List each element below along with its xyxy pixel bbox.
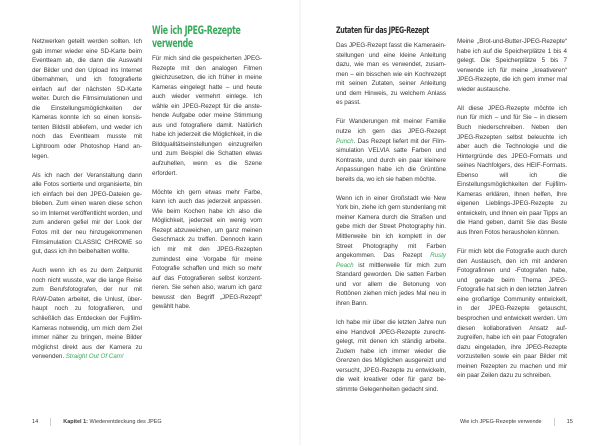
left-page-column-2: [152, 24, 262, 321]
right-page-column-2: [457, 37, 567, 390]
paragraph: Für mich sind die gespeicherten JPEG-Rezepte mit den analogen Filmen gleichzusetzen, die ich früher in meine Kameras eingelegt hatte – und heute auch wieder vermehrt einlege. Ich wähle ein JPEG-Rezept für die anstehende Aufgabe oder meine Stimmung aus und fotografiere damit. Natürlich habe ich jederzeit die Möglichkeit, in die Bildqualitätseinstellungen einzugreifen und zum Beispiel die Schatten etwas aufzuhellen, wenn es die Szene erfordert.: [152, 55, 262, 177]
paragraph: [336, 117, 446, 184]
paragraph-text: Für Wanderungen mit meiner Familie nutze ich gern das JPEG-Rezept: [336, 118, 446, 135]
paragraph: [336, 194, 446, 309]
paragraph-text: Wenn ich in einer Großstadt wie New York bin, ziehe ich gern stundenlang mit meiner Kamera durch die Straßen und gebe mich der Street Photography hin. Mittlerweile bin ich komplett in der Street Photography mit Farben angekommen. Das Rezept: [336, 194, 446, 260]
paragraph: [32, 266, 142, 361]
section-title: Wie ich JPEG-Rezepte verwende: [460, 419, 542, 425]
right-page: [300, 0, 600, 445]
left-page-column-1: [32, 37, 142, 371]
footer-divider: [554, 418, 555, 426]
subsection-heading: Zutaten für das JPEG-Rezept: [336, 26, 430, 36]
chapter-title: Wiederentdeckung des JPEG: [88, 419, 162, 425]
right-page-column-1: [336, 26, 446, 404]
paragraph-text: ist mittlerweile für mich zum Standard geworden. Die satten Farben und vor allem die Betonung von Rottönen ziehen mich jedes Mal neu in ihren Bann.: [336, 261, 446, 307]
page-number: 14: [32, 419, 39, 425]
footer-divider: [50, 418, 51, 426]
paragraph-text: Auch wenn ich es zu dem Zeitpunkt noch nicht wusste, war die lange Reise zum Berufsfotografen, der nur mit RAW-Daten arbeitet, die Unlust, überhaupt noch zu fotografieren, und schließlich das Entdecken der Fujifilm-Kameras notwendig, um mich dem Ziel immer näher zu bringen, meine Bilder möglichst direkt aus der Kamera zu verwenden.: [32, 267, 142, 361]
left-page-footer: [32, 418, 162, 426]
recipe-name-punch: Punch: [336, 137, 354, 145]
paragraph: Möchte ich gern etwas mehr Farbe, kann ich auch das jederzeit anpassen. Wie beim Kochen habe ich also die Möglichkeit, jederzeit ein wenig vom Rezept abzuweichen, um ganz meinen Geschmack zu treffen. Dennoch kann ich mir mit den JPEG-Rezepten zumindest eine Vorgabe für meine Fotografie schaffen und mich so mehr auf das Fotografieren selbst konzentrieren. Sie sehen also, warum ich ganz bewusst den Begriff „JPEG-Rezept“ gewählt habe.: [152, 188, 262, 311]
paragraph: All diese JPEG-Rezepte möchte ich nun für mich – und für Sie – in diesem Buch niederschreiben. Neben den JPEG-Rezepten selbst beleuchte ich aber auch die Technologie und die Hintergründe des JPEG-Formats und seines Nachfolgers, des HEIF-Formats. Ebenso will ich die Einstellungsmöglichkeiten der Fujifilm-Kameras erklären, Ihnen helfen, Ihre eigenen Lieblings-JPEG-Rezepte zu entwickeln, und Ihnen ein paar Tipps an die Hand geben, damit Sie das Beste aus Ihren Fotos herausholen können.: [457, 104, 567, 236]
paragraph: Netzwerken geteilt werden sollten. Ich gab immer wieder eine SD-Karte beim Eventteam ab, die dann die Auswahl der Bilder und den Upload ins Internet übernahmen, und ich fotografierte einfach auf der nächsten SD-Karte weiter. Durch die Filmsimulationen und die Einstellungsmöglichkeiten der Kameras konnte ich so einen konsistenten Bildstil abliefern, und weder ich noch das Eventteam musste mit Lightroom oder Photoshop Hand anlegen.: [32, 38, 142, 160]
paragraph: Das JPEG-Rezept fasst die Kameraeinstellungen und eine kleine Anleitung dazu, wie man es verwendet, zusammen – ein bisschen wie ein Kochrezept mit seinen Zutaten, seiner Anleitung und dem Hinweis, zu welchem Anlass es passt.: [336, 42, 446, 107]
paragraph: Ich habe mir über die letzten Jahre nun eine Handvoll JPEG-Rezepte zurechtgelegt, mit denen ich ständig arbeite. Zudem habe ich immer wieder die Grenzen des Möglichen ausgereizt und versucht, JPEG-Rezepte zu entwickeln, die weit kreativer oder für ganz bestimmte Gelegenheiten gedacht sind.: [336, 319, 446, 393]
paragraph-text: . Das Rezept liefert mit der Filmsimulation VELVIA satte Farben und Kontraste, und durch ein paar kleinere Anpassungen habe ich die Grüntöne bereits da, wo ich sie haben möchte.: [336, 137, 446, 183]
right-page-footer: [460, 418, 573, 426]
recipe-name-rusty-peach: Rusty Peach: [336, 252, 446, 269]
paragraph: Als ich nach der Veranstaltung dann alle Fotos sortierte und organisierte, bin ich einfach bei den JPEG-Dateien geblieben. Zum einen waren diese schon so im Internet veröffentlicht worden, und zum anderen gefiel mir der Look der Fotos mit der neu hinzugekommenen Filmsimulation CLASSIC CHROME so gut, dass ich ihn beibehalten wollte.: [32, 171, 142, 256]
paragraph: Meine „Brot-und-Butter-JPEG-Rezepte“ habe ich auf die Speicherplätze 1 bis 4 gelegt. Die Speicherplätze 5 bis 7 verwende ich für meine „kreativeren“ JPEG-Rezepte, die ich gern immer mal wieder austausche.: [457, 38, 567, 93]
accent-phrase: Straight Out Of Cam!: [65, 353, 124, 361]
section-heading: Wie ich JPEG-Rezepte verwende: [152, 24, 241, 50]
chapter-label: Kapitel 1:: [63, 419, 88, 425]
paragraph: Für mich lebt die Fotografie auch durch den Austausch, den ich mit anderen Fotografinnen und -Fotografen habe, und gerade beim Thema JPEG-Fotografie hat sich in den letzten Jahren eine großartige Community entwickelt, in der JPEG-Rezepte getauscht, besprochen und entwickelt werden. Um diesen kollaborativen Ansatz aufzugreifen, habe ich ein paar Fotografen dazu eingeladen, ihre JPEG-Rezepte vorzustellen sowie ein paar Bilder mit meinen Rezepten zu machen und mir ein paar Zeilen dazu zu schreiben.: [457, 248, 567, 380]
page-number: 15: [566, 419, 573, 425]
